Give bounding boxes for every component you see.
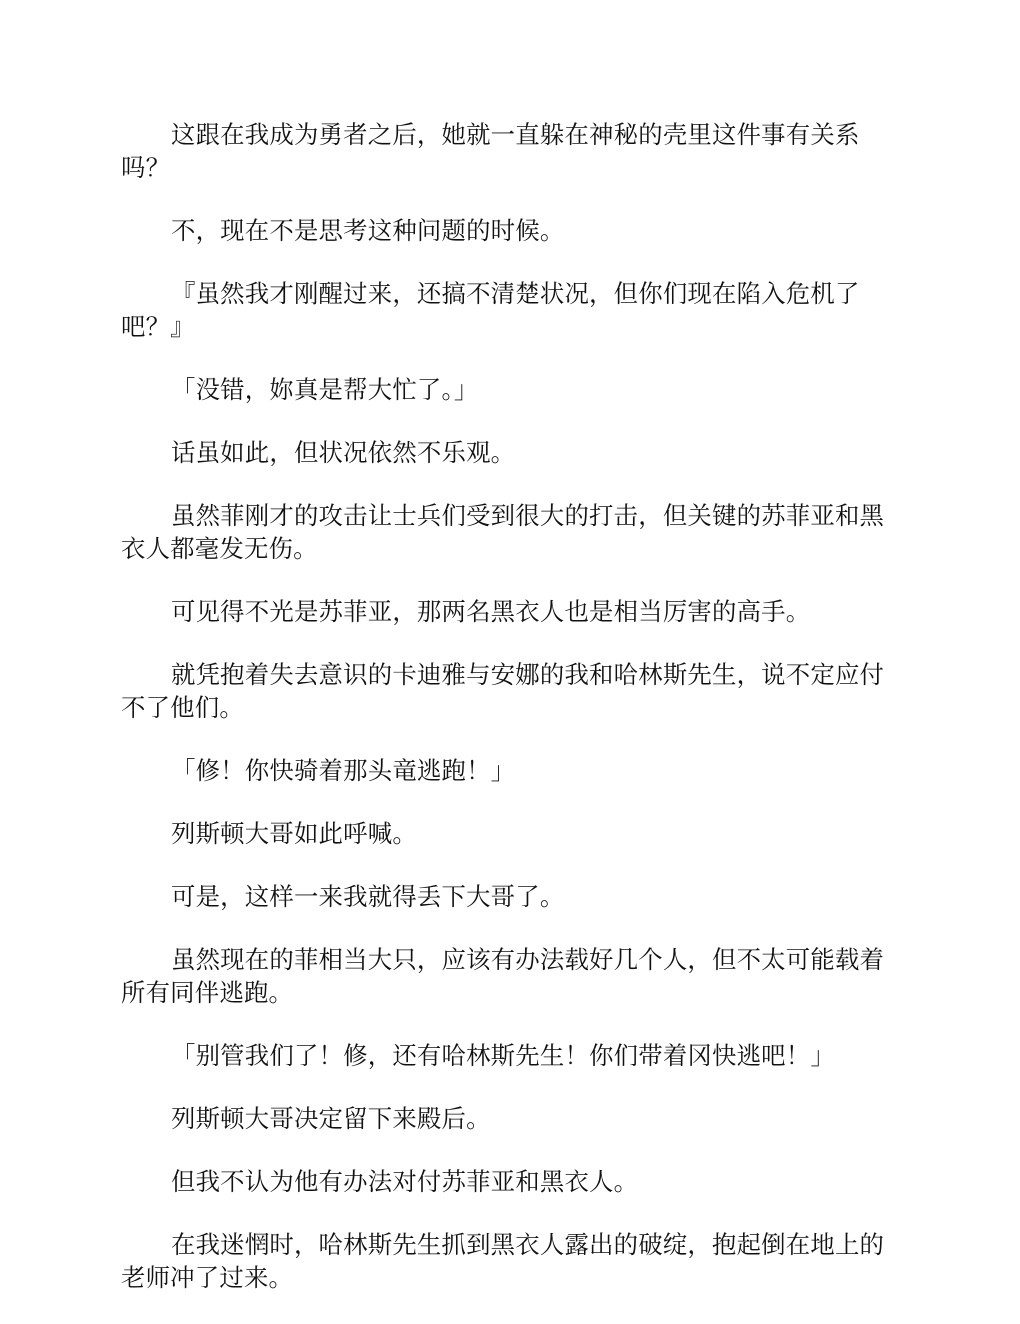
paragraph: 在我迷惘时，哈林斯先生抓到黑衣人露出的破绽，抱起倒在地上的老师冲了过来。 (121, 1230, 885, 1292)
paragraph: 不，现在不是思考这种问题的时候。 (171, 216, 565, 245)
paragraph: 「别管我们了！修，还有哈林斯先生！你们带着冈快逃吧！」 (171, 1041, 835, 1070)
paragraph: 「没错，妳真是帮大忙了。」 (171, 375, 479, 404)
paragraph: 可见得不光是苏菲亚，那两名黑衣人也是相当厉害的高手。 (171, 597, 811, 626)
paragraph: 虽然现在的菲相当大只，应该有办法载好几个人，但不太可能载着所有同伴逃跑。 (121, 945, 885, 1007)
paragraph: 『虽然我才刚醒过来，还搞不清楚状况，但你们现在陷入危机了吧？』 (121, 279, 860, 341)
paragraph: 「修！你快骑着那头竜逃跑！」 (171, 756, 516, 785)
paragraph: 但我不认为他有办法对付苏菲亚和黑衣人。 (171, 1167, 639, 1196)
paragraph: 就凭抱着失去意识的卡迪雅与安娜的我和哈林斯先生，说不定应付不了他们。 (121, 660, 885, 722)
paragraph: 列斯顿大哥如此呼喊。 (171, 819, 417, 848)
document-page (121, 118, 900, 1324)
paragraph: 列斯顿大哥决定留下来殿后。 (171, 1104, 491, 1133)
paragraph: 虽然菲刚才的攻击让士兵们受到很大的打击，但关键的苏菲亚和黑衣人都毫发无伤。 (121, 501, 885, 563)
paragraph: 可是，这样一来我就得丢下大哥了。 (171, 882, 565, 911)
paragraph: 话虽如此，但状况依然不乐观。 (171, 438, 516, 467)
paragraph: 这跟在我成为勇者之后，她就一直躲在神秘的壳里这件事有关系吗？ (121, 120, 860, 182)
